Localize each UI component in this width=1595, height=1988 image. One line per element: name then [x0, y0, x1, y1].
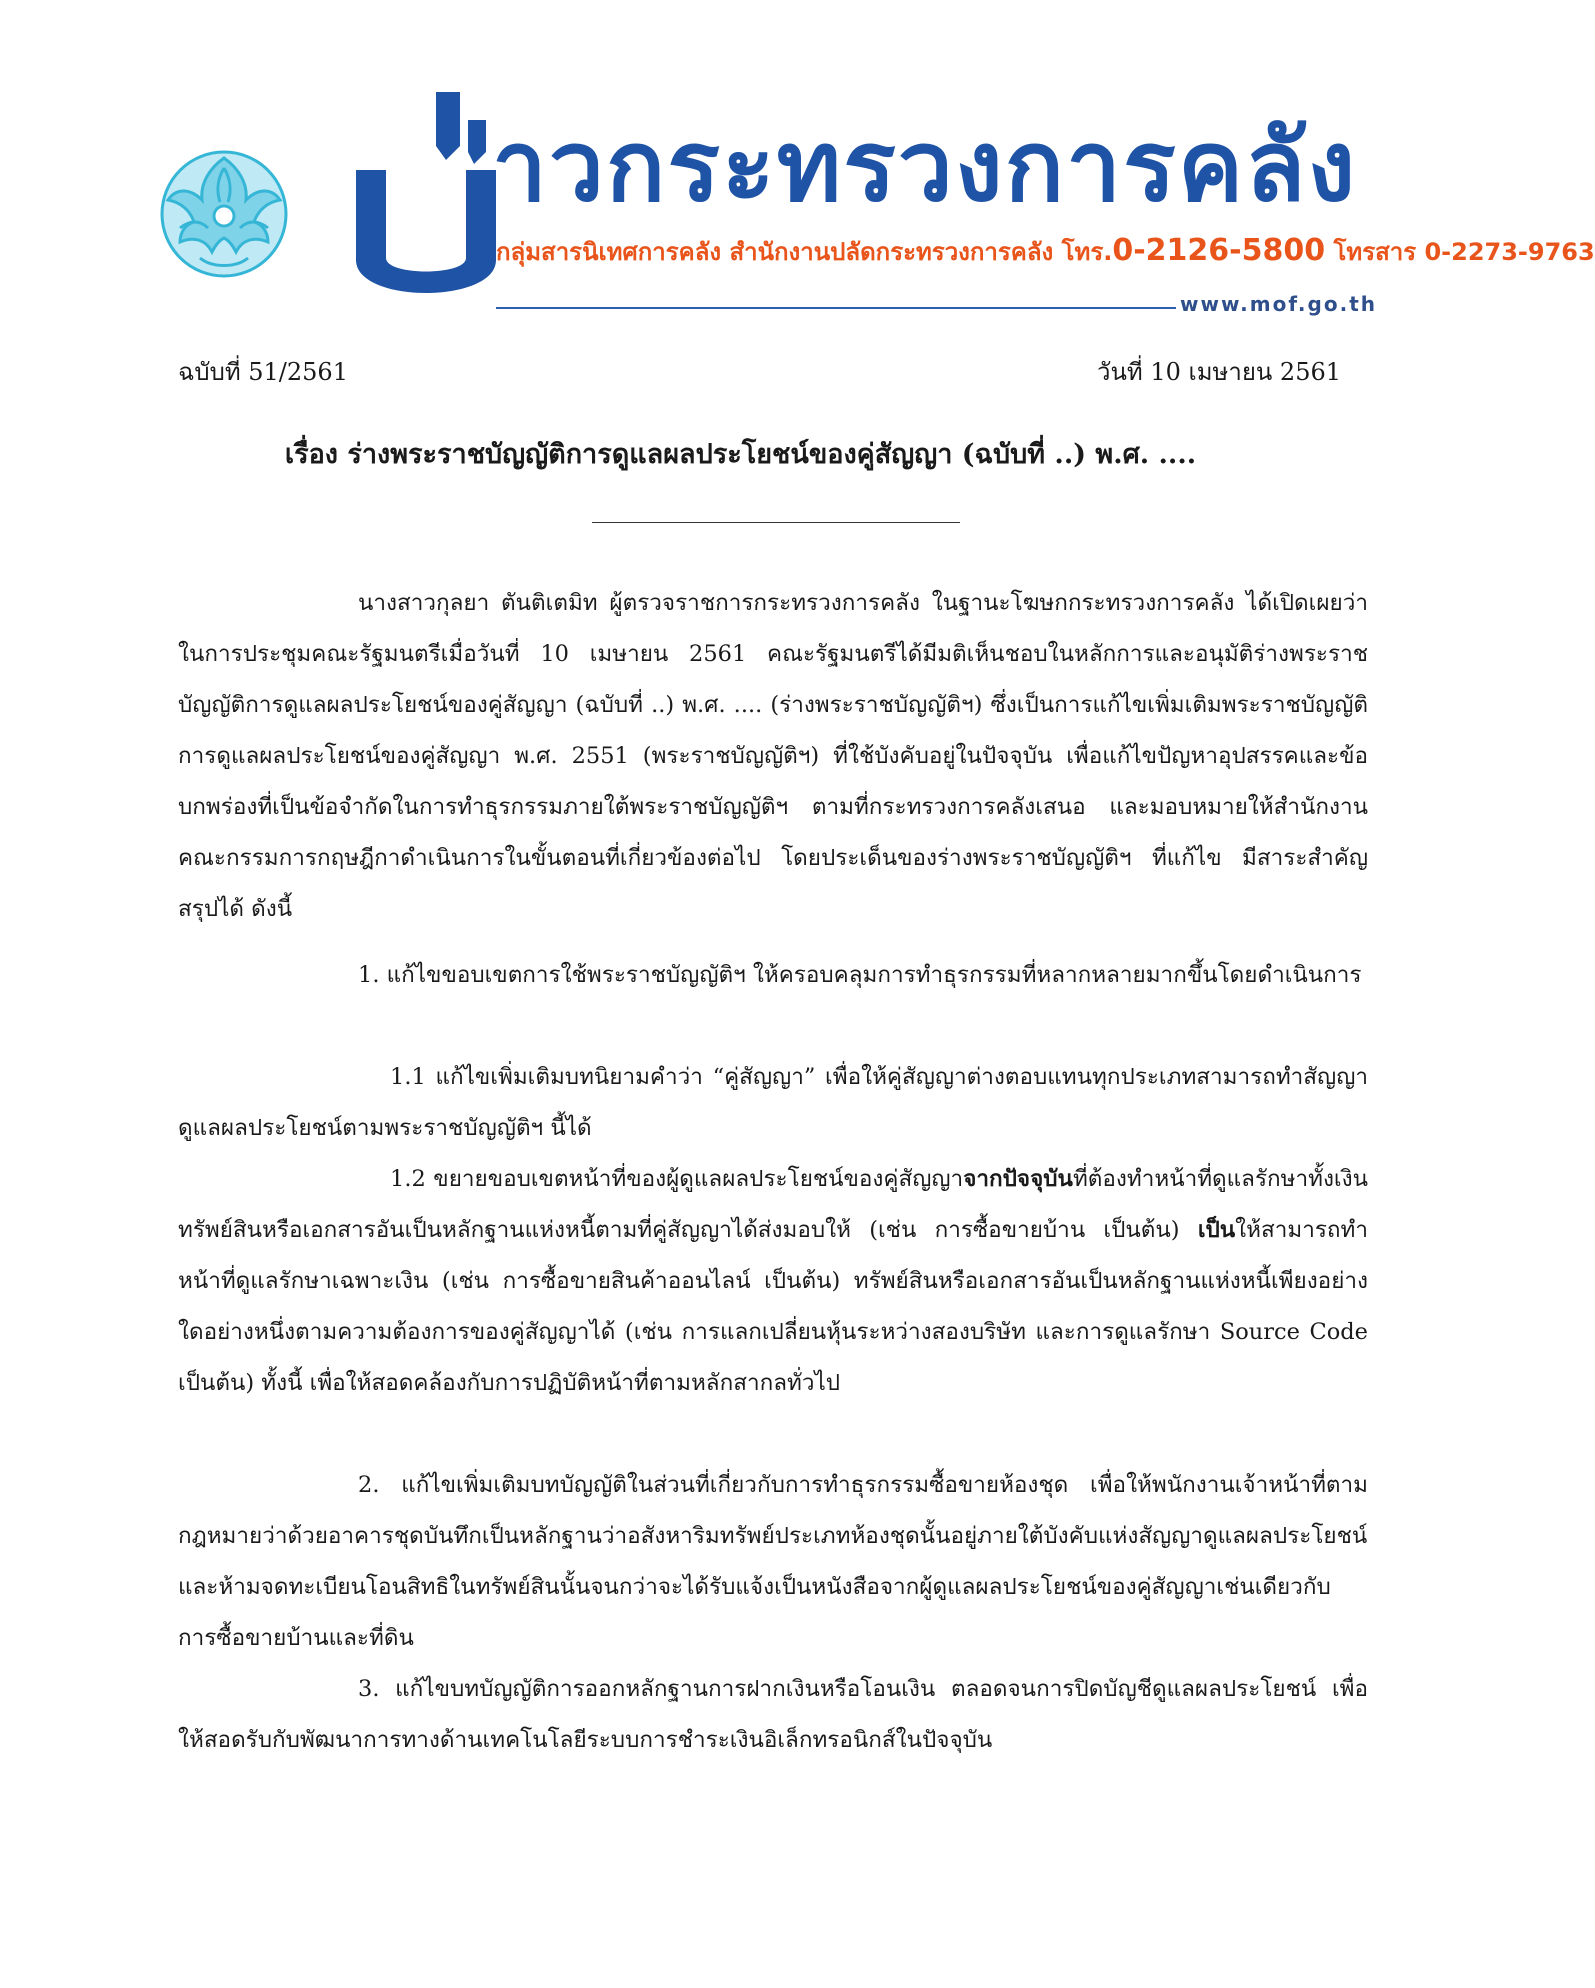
item-1-paragraph: 1. แก้ไขขอบเขตการใช้พระราชบัญญัติฯ ให้ครอบคลุมการทำธุรกรรมที่หลากหลายมากขึ้นโดยดำเนินการ [358, 962, 1362, 988]
item-1-1-paragraph: 1.1 แก้ไขเพิ่มเติมบทนิยามคำว่า “คู่สัญญา” เพื่อให้คู่สัญญาต่างตอบแทนทุกประเภทสามารถทำสัญญาดูแลผลประโยชน์ตามพระราชบัญญัติฯ นี้ได้ [178, 1064, 1368, 1141]
garuda-emblem-icon [150, 128, 298, 288]
item-2-paragraph: 2. แก้ไขเพิ่มเติมบทบัญญัติในส่วนที่เกี่ยวกับการทำธุรกรรมซื้อขายห้องชุด เพื่อให้พนักงานเจ้าหน้าที่ตามกฎหมายว่าด้วยอาคารชุดบันทึกเป็นหลักฐานว่าอสังหาริมทรัพย์ประเภทห้องชุดนั้นอยู่ภายใต้บังคับแห่งสัญญาดูแลผลประโยชน์ และห้ามจดทะเบียนโอนสิทธิในทรัพย์สินนั้นจนกว่าจะได้รับแจ้งเป็นหนังสือจากผู้ดูแลผลประโยชน์ของคู่สัญญาเช่นเดียวกับการซื้อขายบ้านและที่ดิน [178, 1472, 1368, 1651]
website-link[interactable]: www.mof.go.th [1180, 292, 1377, 316]
masthead-initial-glyph [348, 90, 503, 305]
masthead-tel: 0-2126-5800 [1112, 233, 1326, 268]
masthead-fax-label: โทรสาร [1333, 238, 1417, 266]
masthead-fax: 0-2273-9763 [1424, 238, 1595, 266]
masthead-rule [496, 307, 1176, 309]
item-1-2-text-e: ให้สามารถทำหน้าที่ดูแลรักษาเฉพาะเงิน (เช่น การซื้อขายสินค้าออนไลน์ เป็นต้น) ทรัพย์สินหรือเอกสารอันเป็นหลักฐานแห่งหนี้เพียงอย่างใดอย่างหนึ่งตามความต้องการของคู่สัญญาได้ (เช่น การแลกเปลี่ยนหุ้นระหว่างสองบริษัท และการดูแลรักษา Source Code เป็นต้น) ทั้งนี้ เพื่อให้สอดคล้องกับการปฏิบัติหน้าที่ตามหลักสากลทั่วไป [178, 1217, 1368, 1396]
masthead-title: าวกระทรวงการคลัง [492, 110, 1358, 224]
subject-divider [592, 522, 960, 523]
item-1-2-paragraph [178, 1154, 1368, 1409]
issue-date: วันที่ 10 เมษายน 2561 [1097, 358, 1341, 386]
item-1-2-bold-current: จากปัจจุบัน [963, 1166, 1073, 1192]
intro-paragraph: นางสาวกุลยา ตันติเตมิท ผู้ตรวจราชการกระทรวงการคลัง ในฐานะโฆษกกระทรวงการคลัง ได้เปิดเผยว่า ในการประชุมคณะรัฐมนตรีเมื่อวันที่ 10 เมษายน 2561 คณะรัฐมนตรีได้มีมติเห็นชอบในหลักการและอนุมัติร่างพระราชบัญญัติการดูแลผลประโยชน์ของคู่สัญญา (ฉบับที่ ..) พ.ศ. .... (ร่างพระราชบัญญัติฯ) ซึ่งเป็นการแก้ไขเพิ่มเติมพระราชบัญญัติการดูแลผลประโยชน์ของคู่สัญญา พ.ศ. 2551 (พระราชบัญญัติฯ) ที่ใช้บังคับอยู่ในปัจจุบัน เพื่อแก้ไขปัญหาอุปสรรคและข้อบกพร่องที่เป็นข้อจำกัดในการทำธุรกรรมภายใต้พระราชบัญญัติฯ ตามที่กระทรวงการคลังเสนอ และมอบหมายให้สำนักงานคณะกรรมการกฤษฎีกาดำเนินการในขั้นตอนที่เกี่ยวข้องต่อไป โดยประเด็นของร่างพระราชบัญญัติฯ ที่แก้ไข มีสาระสำคัญสรุปได้ ดังนี้ [178, 590, 1368, 922]
subject-heading: เรื่อง ร่างพระราชบัญญัติการดูแลผลประโยชน์ของคู่สัญญา (ฉบับที่ ..) พ.ศ. .... [284, 439, 1197, 470]
item-1-2-text-c: ที่ต้องทำหน้าที่ดูแลรักษาทั้งเงิน ทรัพย์สินหรือเอกสารอันเป็นหลักฐานแห่งหนี้ตามที่คู่สัญญาได้ส่งมอบให้ (เช่น การซื้อขายบ้าน เป็นต้น) [178, 1166, 1368, 1243]
masthead-org: กลุ่มสารนิเทศการคลัง สำนักงานปลัดกระทรวงการคลัง [496, 238, 1054, 266]
issue-number: ฉบับที่ 51/2561 [178, 358, 348, 386]
item-1-2-bold-to: เป็น [1197, 1217, 1236, 1243]
item-3-paragraph: 3. แก้ไขบทบัญญัติการออกหลักฐานการฝากเงินหรือโอนเงิน ตลอดจนการปิดบัญชีดูแลผลประโยชน์ เพื่อให้สอดรับกับพัฒนาการทางด้านเทคโนโลยีระบบการชำระเงินอิเล็กทรอนิกส์ในปัจจุบัน [178, 1676, 1368, 1753]
masthead-tel-label: โทร. [1061, 238, 1113, 266]
masthead-subtitle [496, 233, 1595, 268]
item-1-2-text-a: 1.2 ขยายขอบเขตหน้าที่ของผู้ดูแลผลประโยชน์ของคู่สัญญา [390, 1166, 964, 1192]
